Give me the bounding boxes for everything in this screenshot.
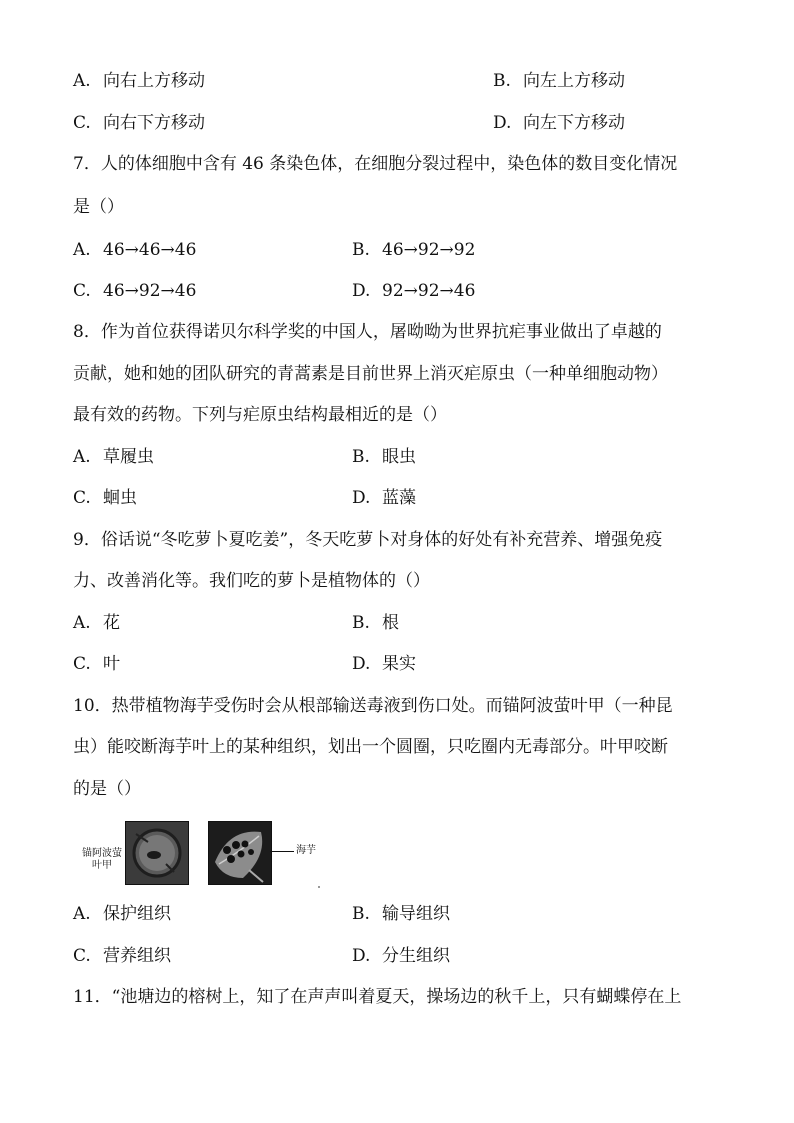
q6-option-a[interactable]: A. 向右上方移动 (73, 71, 205, 91)
q7-option-c[interactable]: C. 46→92→46 (73, 281, 197, 301)
beetle-photo (125, 821, 189, 885)
q10-stem-line-2: 虫）能咬断海芋叶上的某种组织，划出一个圆圈，只吃圈内无毒部分。叶甲咬断 (73, 737, 668, 757)
q7-stem-line-2: 是（） (73, 197, 124, 217)
q6-option-d[interactable]: D. 向左下方移动 (493, 113, 625, 133)
q8-option-c[interactable]: C. 蛔虫 (73, 488, 137, 508)
taro-leaf-image-icon (209, 822, 271, 884)
taro-label: 海芋 (296, 845, 316, 856)
beetle-image-icon (126, 822, 188, 884)
q9-option-c[interactable]: C. 叶 (73, 654, 120, 674)
q10-option-a[interactable]: A. 保护组织 (73, 904, 171, 924)
q6-option-c[interactable]: C. 向右下方移动 (73, 113, 205, 133)
figure-dot (318, 886, 320, 888)
q9-option-d[interactable]: D. 果实 (352, 654, 416, 674)
q9-option-a[interactable]: A. 花 (73, 613, 120, 633)
q10-option-d[interactable]: D. 分生组织 (352, 946, 450, 966)
q10-stem-line-1: 10．热带植物海芋受伤时会从根部输送毒液到伤口处。而锚阿波萤叶甲（一种昆 (73, 696, 673, 716)
q8-stem-line-2: 贡献，她和她的团队研究的青蒿素是目前世界上消灭疟原虫（一种单细胞动物） (73, 364, 668, 384)
q10-option-b[interactable]: B. 输导组织 (352, 904, 450, 924)
q7-option-d[interactable]: D. 92→92→46 (352, 281, 476, 301)
q7-option-a[interactable]: A. 46→46→46 (73, 240, 197, 260)
q9-option-b[interactable]: B. 根 (352, 613, 399, 633)
q8-option-a[interactable]: A. 草履虫 (73, 447, 154, 467)
q10-stem-line-3: 的是（） (73, 779, 141, 799)
q7-stem-line-1: 7．人的体细胞中含有 46 条染色体，在细胞分裂过程中，染色体的数目变化情况 (73, 154, 678, 174)
taro-leader-line (270, 851, 294, 852)
q8-stem-line-3: 最有效的药物。下列与疟原虫结构最相近的是（） (73, 405, 447, 425)
q6-option-b[interactable]: B. 向左上方移动 (493, 71, 625, 91)
taro-leaf-photo (208, 821, 272, 885)
q7-option-b[interactable]: B. 46→92→92 (352, 240, 476, 260)
q9-stem-line-2: 力、改善消化等。我们吃的萝卜是植物体的（） (73, 571, 430, 591)
q10-figure (73, 818, 333, 894)
q8-option-b[interactable]: B. 眼虫 (352, 447, 416, 467)
q8-option-d[interactable]: D. 蓝藻 (352, 488, 416, 508)
q8-stem-line-1: 8．作为首位获得诺贝尔科学奖的中国人，屠呦呦为世界抗疟事业做出了卓越的 (73, 322, 662, 342)
q11-stem-line-1: 11．“池塘边的榕树上，知了在声声叫着夏天，操场边的秋千上，只有蝴蝶停在上 (73, 987, 682, 1007)
q9-stem-line-1: 9．俗话说“冬吃萝卜夏吃姜”，冬天吃萝卜对身体的好处有补充营养、增强免疫 (73, 530, 663, 550)
beetle-label: 锚阿波萤 叶甲 (82, 848, 122, 871)
q10-option-c[interactable]: C. 营养组织 (73, 946, 171, 966)
